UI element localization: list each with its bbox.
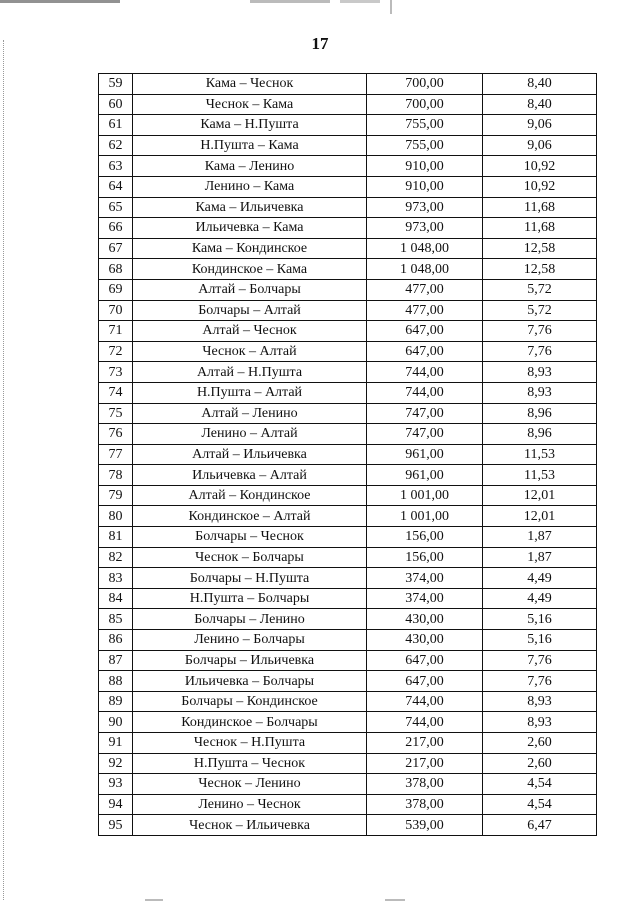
row-number: 78 [99,465,133,486]
table-row [99,506,597,527]
price-value: 8,93 [483,362,597,383]
distance-value: 378,00 [367,794,483,815]
table-row [99,794,597,815]
route-name: Кама – Кондинское [133,238,367,259]
row-number: 87 [99,650,133,671]
route-name: Кондинское – Болчары [133,712,367,733]
price-value: 4,49 [483,588,597,609]
row-number: 69 [99,279,133,300]
route-name: Н.Пушта – Болчары [133,588,367,609]
price-value: 5,72 [483,279,597,300]
route-name: Болчары – Н.Пушта [133,568,367,589]
table-row [99,321,597,342]
distance-value: 744,00 [367,691,483,712]
row-number: 95 [99,815,133,836]
row-number: 65 [99,197,133,218]
table-row [99,279,597,300]
table-row [99,609,597,630]
route-name: Алтай – Болчары [133,279,367,300]
row-number: 63 [99,156,133,177]
distance-value: 700,00 [367,74,483,95]
row-number: 72 [99,341,133,362]
table-row [99,547,597,568]
price-value: 1,87 [483,547,597,568]
price-value: 5,16 [483,630,597,651]
route-name: Чеснок – Кама [133,94,367,115]
row-number: 59 [99,74,133,95]
route-name: Ленино – Алтай [133,424,367,445]
distance-value: 647,00 [367,341,483,362]
row-number: 76 [99,424,133,445]
scan-artifact [0,0,120,3]
table-row [99,485,597,506]
route-name: Кондинское – Алтай [133,506,367,527]
price-value: 2,60 [483,733,597,754]
distance-value: 1 048,00 [367,259,483,280]
price-value: 7,76 [483,341,597,362]
distance-value: 156,00 [367,547,483,568]
price-value: 8,40 [483,74,597,95]
table-row [99,259,597,280]
distance-value: 430,00 [367,609,483,630]
row-number: 67 [99,238,133,259]
price-value: 11,68 [483,197,597,218]
route-name: Кама – Чеснок [133,74,367,95]
table-row [99,733,597,754]
distance-value: 700,00 [367,94,483,115]
row-number: 68 [99,259,133,280]
table-row [99,403,597,424]
route-name: Ленино – Болчары [133,630,367,651]
route-name: Чеснок – Ильичевка [133,815,367,836]
price-value: 9,06 [483,135,597,156]
price-value: 8,96 [483,403,597,424]
row-number: 90 [99,712,133,733]
distance-value: 747,00 [367,403,483,424]
table-row [99,382,597,403]
price-value: 12,58 [483,259,597,280]
distance-value: 910,00 [367,156,483,177]
price-value: 11,53 [483,465,597,486]
price-value: 10,92 [483,156,597,177]
route-table-body [99,74,597,836]
table-row [99,115,597,136]
price-value: 4,49 [483,568,597,589]
distance-value: 973,00 [367,197,483,218]
table-row [99,712,597,733]
row-number: 71 [99,321,133,342]
distance-value: 156,00 [367,527,483,548]
distance-value: 430,00 [367,630,483,651]
route-name: Н.Пушта – Алтай [133,382,367,403]
row-number: 91 [99,733,133,754]
distance-value: 217,00 [367,753,483,774]
row-number: 85 [99,609,133,630]
route-table [98,73,597,836]
route-name: Ленино – Кама [133,176,367,197]
distance-value: 374,00 [367,568,483,589]
table-row [99,774,597,795]
table-row [99,650,597,671]
price-value: 12,01 [483,485,597,506]
row-number: 64 [99,176,133,197]
table-row [99,341,597,362]
distance-value: 647,00 [367,650,483,671]
price-value: 7,76 [483,321,597,342]
distance-value: 1 001,00 [367,485,483,506]
table-row [99,94,597,115]
table-row [99,197,597,218]
scan-artifact [145,899,163,901]
route-name: Болчары – Алтай [133,300,367,321]
table-row [99,568,597,589]
price-value: 11,53 [483,444,597,465]
distance-value: 744,00 [367,362,483,383]
distance-value: 755,00 [367,115,483,136]
route-name: Алтай – Ильичевка [133,444,367,465]
row-number: 86 [99,630,133,651]
price-value: 5,16 [483,609,597,630]
table-row [99,238,597,259]
table-row [99,300,597,321]
row-number: 66 [99,218,133,239]
table-row [99,753,597,774]
route-name: Алтай – Ленино [133,403,367,424]
row-number: 81 [99,527,133,548]
distance-value: 647,00 [367,671,483,692]
route-name: Кама – Ленино [133,156,367,177]
row-number: 93 [99,774,133,795]
route-name: Алтай – Чеснок [133,321,367,342]
row-number: 77 [99,444,133,465]
table-row [99,362,597,383]
row-number: 75 [99,403,133,424]
route-name: Ильичевка – Кама [133,218,367,239]
table-row [99,74,597,95]
distance-value: 744,00 [367,712,483,733]
scan-artifact [340,0,380,3]
price-value: 7,76 [483,671,597,692]
route-name: Ильичевка – Алтай [133,465,367,486]
row-number: 84 [99,588,133,609]
route-name: Алтай – Кондинское [133,485,367,506]
table-row [99,815,597,836]
distance-value: 539,00 [367,815,483,836]
table-row [99,630,597,651]
route-name: Кондинское – Кама [133,259,367,280]
price-value: 6,47 [483,815,597,836]
distance-value: 477,00 [367,300,483,321]
scan-edge-line [3,40,5,900]
distance-value: 374,00 [367,588,483,609]
table-row [99,135,597,156]
table-row [99,424,597,445]
table-row [99,465,597,486]
table-row [99,588,597,609]
route-name: Кама – Ильичевка [133,197,367,218]
price-value: 8,93 [483,691,597,712]
route-name: Кама – Н.Пушта [133,115,367,136]
route-name: Чеснок – Алтай [133,341,367,362]
row-number: 62 [99,135,133,156]
price-value: 1,87 [483,527,597,548]
price-value: 9,06 [483,115,597,136]
price-value: 4,54 [483,774,597,795]
distance-value: 961,00 [367,465,483,486]
price-value: 8,93 [483,382,597,403]
price-value: 4,54 [483,794,597,815]
row-number: 82 [99,547,133,568]
route-name: Чеснок – Ленино [133,774,367,795]
route-name: Ленино – Чеснок [133,794,367,815]
distance-value: 744,00 [367,382,483,403]
price-value: 11,68 [483,218,597,239]
price-value: 10,92 [483,176,597,197]
table-row [99,176,597,197]
row-number: 74 [99,382,133,403]
table-row [99,218,597,239]
row-number: 89 [99,691,133,712]
price-value: 8,96 [483,424,597,445]
route-name: Алтай – Н.Пушта [133,362,367,383]
scan-artifact [250,0,330,3]
distance-value: 647,00 [367,321,483,342]
route-name: Н.Пушта – Чеснок [133,753,367,774]
table-row [99,527,597,548]
price-value: 2,60 [483,753,597,774]
route-name: Н.Пушта – Кама [133,135,367,156]
row-number: 80 [99,506,133,527]
row-number: 83 [99,568,133,589]
row-number: 94 [99,794,133,815]
price-value: 8,40 [483,94,597,115]
row-number: 79 [99,485,133,506]
table-row [99,156,597,177]
route-name: Болчары – Ленино [133,609,367,630]
row-number: 60 [99,94,133,115]
row-number: 88 [99,671,133,692]
route-name: Болчары – Чеснок [133,527,367,548]
table-row [99,671,597,692]
route-name: Чеснок – Болчары [133,547,367,568]
distance-value: 755,00 [367,135,483,156]
distance-value: 973,00 [367,218,483,239]
scan-artifact [385,899,405,901]
price-value: 8,93 [483,712,597,733]
distance-value: 961,00 [367,444,483,465]
distance-value: 217,00 [367,733,483,754]
price-value: 12,01 [483,506,597,527]
distance-value: 747,00 [367,424,483,445]
distance-value: 910,00 [367,176,483,197]
row-number: 92 [99,753,133,774]
row-number: 61 [99,115,133,136]
distance-value: 378,00 [367,774,483,795]
page-number: 17 [311,34,329,53]
route-name: Болчары – Кондинское [133,691,367,712]
route-name: Ильичевка – Болчары [133,671,367,692]
price-value: 5,72 [483,300,597,321]
table-row [99,444,597,465]
row-number: 70 [99,300,133,321]
price-value: 7,76 [483,650,597,671]
distance-value: 1 048,00 [367,238,483,259]
distance-value: 1 001,00 [367,506,483,527]
route-name: Чеснок – Н.Пушта [133,733,367,754]
table-row [99,691,597,712]
route-name: Болчары – Ильичевка [133,650,367,671]
row-number: 73 [99,362,133,383]
distance-value: 477,00 [367,279,483,300]
scan-artifact [390,0,392,14]
price-value: 12,58 [483,238,597,259]
